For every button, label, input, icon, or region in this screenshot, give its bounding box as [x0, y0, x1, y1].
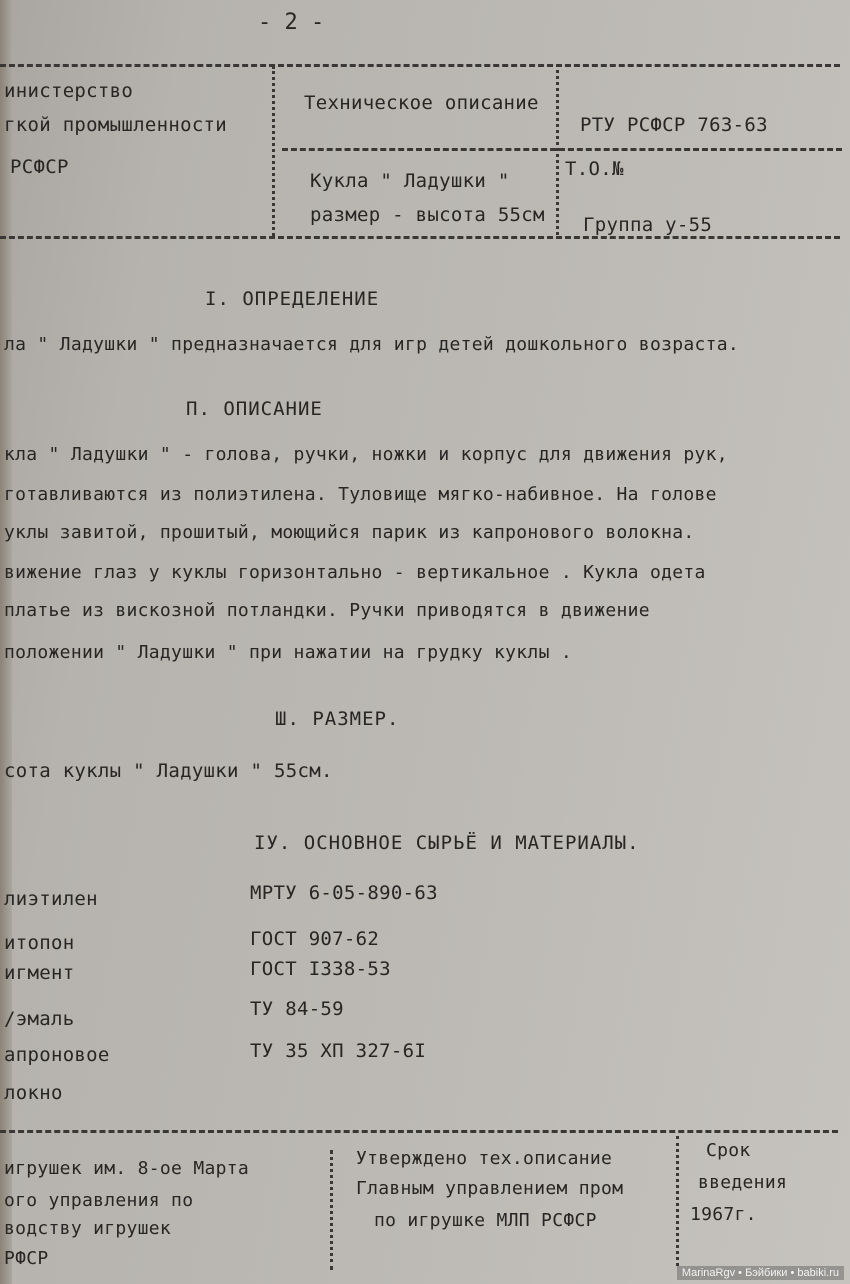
approved-line-3: по игрушке МЛП РСФСР — [374, 1210, 597, 1231]
section-1-title: I. ОПРЕДЕЛЕНИЕ — [205, 288, 380, 310]
section-2-title: П. ОПИСАНИЕ — [186, 398, 323, 420]
description-line: кла " Ладушки " - голова, ручки, ножки и корпус для движения рук, — [4, 444, 728, 465]
material-name: локно — [4, 1082, 63, 1104]
term-label-2: введения — [698, 1172, 788, 1193]
footer-divider-left — [330, 1150, 333, 1270]
material-name: игмент — [4, 962, 75, 984]
product-name: Кукла " Ладушки " — [310, 170, 510, 192]
header-bottom-rule — [0, 236, 840, 239]
doc-type: Техническое описание — [304, 92, 539, 114]
header-top-rule — [0, 64, 840, 67]
material-name: апроновое — [4, 1044, 110, 1066]
material-spec: МРТУ 6-05-890-63 — [250, 882, 438, 904]
page-number: - 2 - — [258, 10, 325, 35]
material-spec: ГОСТ 907-62 — [250, 928, 380, 950]
description-line: вижение глаз у куклы горизонтально - вертикальное . Кукла одета — [4, 562, 706, 583]
approved-line-2: Главным управлением пром — [356, 1178, 624, 1199]
material-spec: ТУ 84-59 — [250, 998, 344, 1020]
factory-line-4: РФСР — [4, 1248, 49, 1269]
header-middle-rule — [282, 148, 842, 151]
term-year: 1967г. — [690, 1204, 757, 1225]
material-spec: ГОСТ I338-53 — [250, 958, 391, 980]
watermark: MarinaRgv • Бэйбики • babiki.ru — [677, 1266, 844, 1280]
material-name: итопон — [4, 932, 75, 954]
to-number: Т.О.№ — [565, 158, 624, 180]
section-3-title: Ш. РАЗМЕР. — [275, 708, 400, 730]
standard-number: РТУ РСФСР 763-63 — [580, 114, 768, 136]
term-label-1: Срок — [706, 1140, 751, 1161]
material-spec: ТУ 35 ХП 327-6I — [250, 1040, 427, 1062]
description-line: уклы завитой, прошитый, моющийся парик из капронового волокна. — [4, 522, 695, 543]
factory-line-3: водству игрушек — [4, 1218, 172, 1239]
footer-divider-right — [676, 1136, 679, 1266]
factory-line-1: игрушек им. 8-ое Марта — [4, 1158, 250, 1179]
product-size: размер - высота 55см — [310, 204, 545, 226]
approved-line-1: Утверждено тех.описание — [356, 1148, 613, 1169]
header-divider-right — [556, 70, 559, 235]
section-3-text: сота куклы " Ладушки " 55см. — [4, 760, 333, 782]
ministry-line-3: РСФСР — [10, 156, 69, 178]
section-4-title: IУ. ОСНОВНОЕ СЫРЬЁ И МАТЕРИАЛЫ. — [254, 832, 640, 854]
factory-line-2: ого управления по — [4, 1190, 194, 1211]
header-divider-left — [272, 66, 275, 236]
product-group: Группа у-55 — [583, 214, 713, 236]
ministry-line-2: гкой промышленности — [4, 114, 228, 136]
material-name: /эмаль — [4, 1008, 75, 1030]
description-line: готавливаются из полиэтилена. Туловище мягко-набивное. На голове — [4, 484, 717, 505]
material-name: лиэтилен — [4, 888, 98, 910]
footer-top-rule — [0, 1130, 838, 1133]
section-1-text: ла " Ладушки " предназначается для игр детей дошкольного возраста. — [4, 334, 740, 355]
ministry-line-1: инистерство — [4, 80, 134, 102]
description-line: положении " Ладушки " при нажатии на грудку куклы . — [4, 642, 572, 663]
description-line: платье из вискозной потландки. Ручки приводятся в движение — [4, 600, 650, 621]
